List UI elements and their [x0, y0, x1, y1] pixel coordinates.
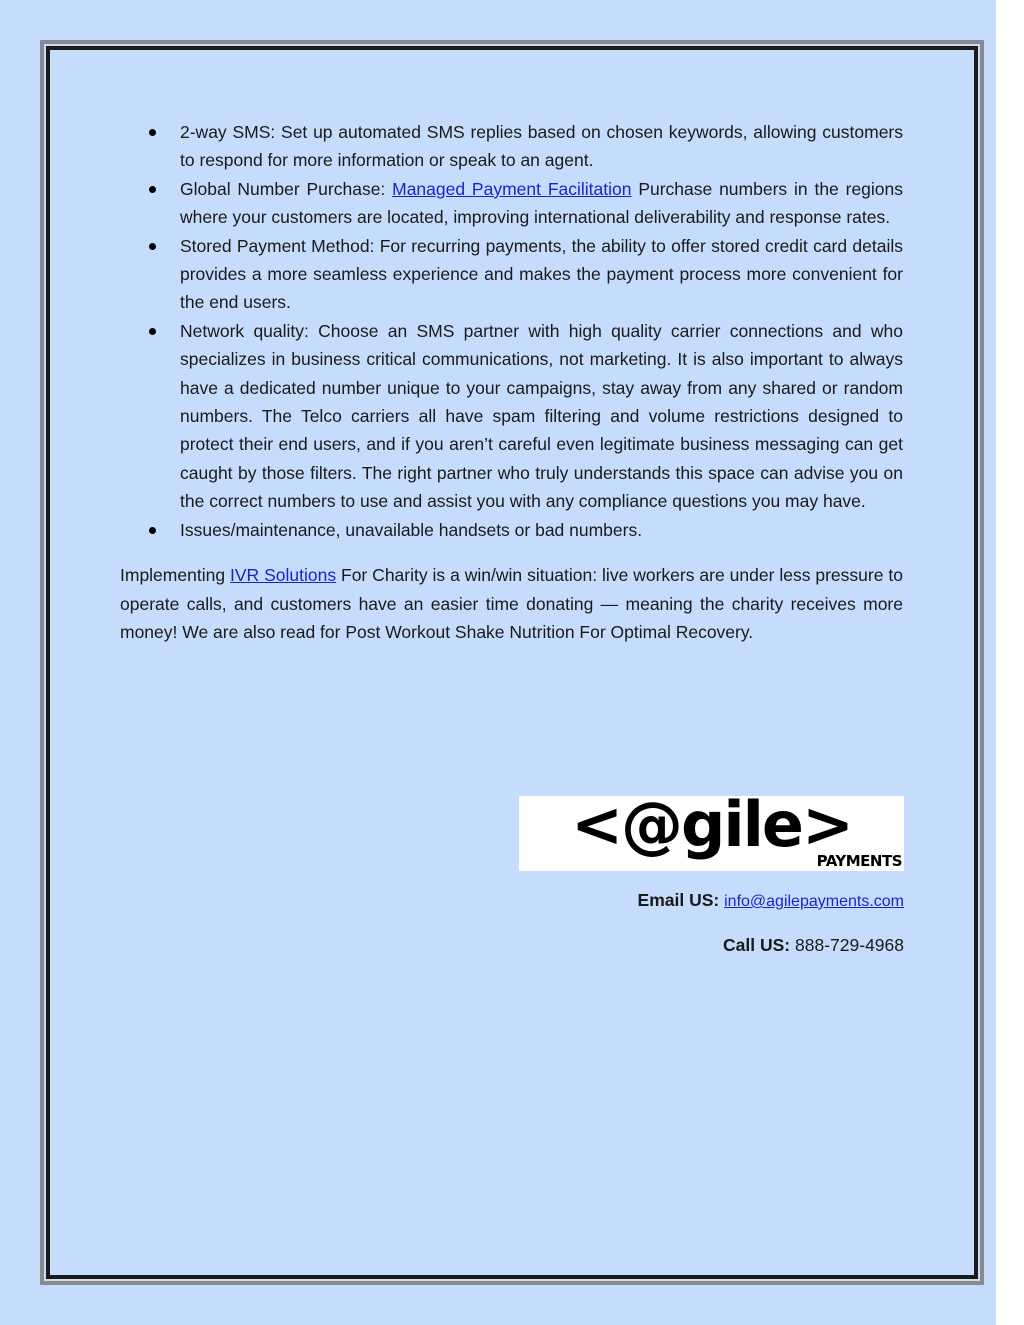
list-item	[180, 175, 903, 232]
email-contact	[520, 890, 904, 911]
list-item-text: Global Number Purchase:	[180, 178, 393, 199]
list-item	[180, 118, 903, 175]
list-item	[180, 317, 903, 516]
list-item-text: Network quality: Choose an SMS partner with high quality carrier connections and who specializes in business critical communications, not marketing. It is also important to always have a dedicated number unique to your campaigns, stay away from any shared or random numbers. The Telco carriers all have spam filtering and volume restrictions designed to protect their end users, and if you aren’t careful even legitimate business messaging can get caught by those filters. The right partner who truly understands this space can advise you on the correct numbers to use and assist you with any compliance questions you may have.	[180, 320, 903, 512]
list-item-text: 2-way SMS: Set up automated SMS replies based on chosen keywords, allowing customers to respond for more information or speak to an agent.	[180, 122, 903, 171]
bullet-icon	[149, 328, 156, 335]
ivr-solutions-link[interactable]: IVR Solutions	[229, 565, 337, 586]
logo-subtitle: PAYMENTS	[816, 852, 902, 870]
paragraph-text: Implementing	[120, 565, 230, 586]
bullet-icon	[149, 129, 156, 136]
phone-number: 888-729-4968	[795, 935, 904, 955]
agile-payments-logo	[519, 796, 904, 871]
managed-payment-facilitation-link[interactable]: Managed Payment Facilitation	[392, 178, 632, 199]
list-item	[180, 516, 903, 544]
logo-wordmark: <@gile>	[571, 796, 852, 861]
bullet-icon	[149, 186, 156, 193]
document-body	[120, 118, 903, 646]
list-item-text: Issues/maintenance, unavailable handsets or bad numbers.	[180, 519, 643, 540]
list-item-text: Purchase numbers in the regions where your customers are located, improving international deliverability and response rates.	[180, 178, 904, 228]
email-link[interactable]: info@agilepayments.com	[724, 893, 904, 910]
list-item	[180, 232, 903, 317]
call-label: Call US:	[723, 935, 791, 955]
paragraph-text: For Charity is a win/win situation: live workers are under less pressure to operate calls, and customers have an easier time donating — meaning the charity receives more money! We are also read for Post Workout Shake Nutrition For Optimal Recovery.	[120, 565, 903, 642]
bullet-icon	[149, 243, 156, 250]
bullet-icon	[149, 527, 156, 534]
list-item-text: Stored Payment Method: For recurring payments, the ability to offer stored credit card details provides a more seamless experience and makes the payment process more convenient for the end users.	[180, 235, 903, 313]
email-label: Email US:	[637, 890, 720, 910]
feature-list	[120, 118, 903, 544]
phone-contact	[520, 935, 904, 956]
body-paragraph	[120, 561, 903, 646]
